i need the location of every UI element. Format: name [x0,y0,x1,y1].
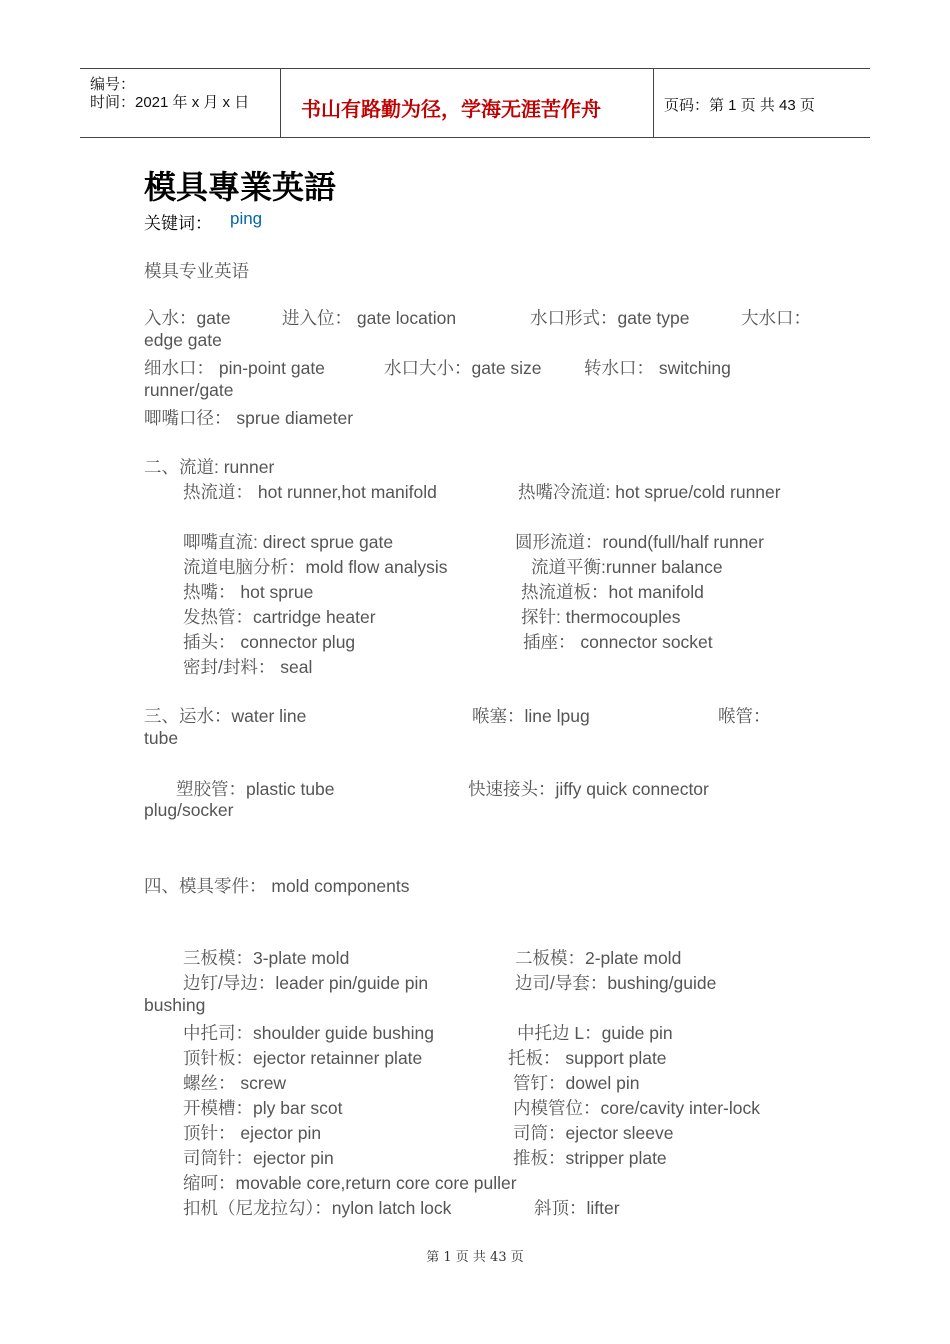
glossary-line: 入水：gate [144,308,231,328]
glossary-line: 中托边 L：guide pin [517,1023,673,1043]
glossary-line: 热嘴冷流道: hot sprue/cold runner [518,482,781,502]
glossary-line: 顶针： ejector pin [183,1123,322,1143]
glossary-line: 流道电脑分析：mold flow analysis [183,557,448,577]
glossary-line: 司筒：ejector sleeve [513,1123,674,1143]
glossary-line: 螺丝： screw [183,1073,287,1093]
document-title: 模具專業英語 [144,168,337,206]
header-page-cell [654,69,870,137]
glossary-line: 二板模：2-plate mold [515,948,682,968]
glossary-line: plug/socker [144,800,234,820]
glossary-line: 喉塞：line lpug [472,706,590,726]
glossary-line: 热流道： hot runner,hot manifold [183,482,437,502]
glossary-line: 缩呵：movable core,return core core puller [183,1173,517,1193]
glossary-line: 斜顶：lifter [534,1198,620,1218]
glossary-line: 快速接头：jiffy quick connector [468,779,709,799]
header-table [80,68,870,138]
glossary-line: 二、流道: runner [144,457,275,477]
glossary-line: 边钉/导边：leader pin/guide pin [183,973,429,993]
glossary-line: 四、模具零件： mold components [144,876,410,896]
glossary-line: 圆形流道：round(full/half runner [515,532,764,552]
glossary-line: 喉管： [718,706,771,726]
glossary-line: 插座： connector socket [523,632,713,652]
page-indicator: 页码：第 1 页 共 43 页 [664,97,815,114]
glossary-line: 塑胶管：plastic tube [176,779,335,799]
glossary-line: 三板模：3-plate mold [183,948,350,968]
glossary-line: 中托司：shoulder guide bushing [183,1023,434,1043]
glossary-line: 水口大小：gate size [384,358,542,378]
glossary-line: 推板：stripper plate [513,1148,667,1168]
header-info-cell [80,69,281,137]
glossary-line: 开模槽：ply bar scot [183,1098,343,1118]
glossary-line: 内模管位：core/cavity inter-lock [513,1098,760,1118]
glossary-line: 流道平衡:runner balance [531,557,723,577]
glossary-line: 唧嘴直流: direct sprue gate [183,532,394,552]
keywords-label: 关键词： [144,214,212,233]
glossary-line: 托板： support plate [508,1048,667,1068]
glossary-line: 模具专业英语 [144,261,249,281]
document-date: 时间：2021 年 x 月 x 日 [90,94,250,111]
motto-text: 书山有路勤为径，学海无涯苦作舟 [301,97,601,121]
glossary-line: 细水口： pin-point gate [144,358,325,378]
glossary-line: 扣机（尼龙拉勾）：nylon latch lock [183,1198,452,1218]
header-motto-cell [281,69,654,137]
glossary-line: 进入位： gate location [282,308,457,328]
glossary-line: 插头： connector plug [183,632,356,652]
glossary-line: 唧嘴口径： sprue diameter [144,408,354,428]
glossary-line: 探针: thermocouples [521,607,681,627]
glossary-line: 密封/封料： seal [183,657,313,677]
glossary-line: runner/gate [144,380,234,400]
glossary-line: 边司/导套：bushing/guide [515,973,717,993]
glossary-line: 热流道板：hot manifold [521,582,704,602]
glossary-line: edge gate [144,330,222,350]
glossary-line: 顶针板：ejector retainner plate [183,1048,423,1068]
page-footer: 第 1 页 共 43 页 [426,1250,524,1265]
glossary-line: tube [144,728,179,748]
document-number-label: 编号： [90,76,136,93]
glossary-line: 司筒针：ejector pin [183,1148,334,1168]
glossary-line: bushing [144,995,206,1015]
glossary-line: 热嘴： hot sprue [183,582,314,602]
glossary-line: 转水口： switching [584,358,731,378]
glossary-line: 发热管：cartridge heater [183,607,376,627]
glossary-line: 三、运水：water line [144,706,307,726]
keywords-value: ping [230,209,263,228]
glossary-line: 管钉：dowel pin [513,1073,640,1093]
glossary-line: 大水口： [741,308,811,328]
glossary-line: 水口形式：gate type [530,308,690,328]
